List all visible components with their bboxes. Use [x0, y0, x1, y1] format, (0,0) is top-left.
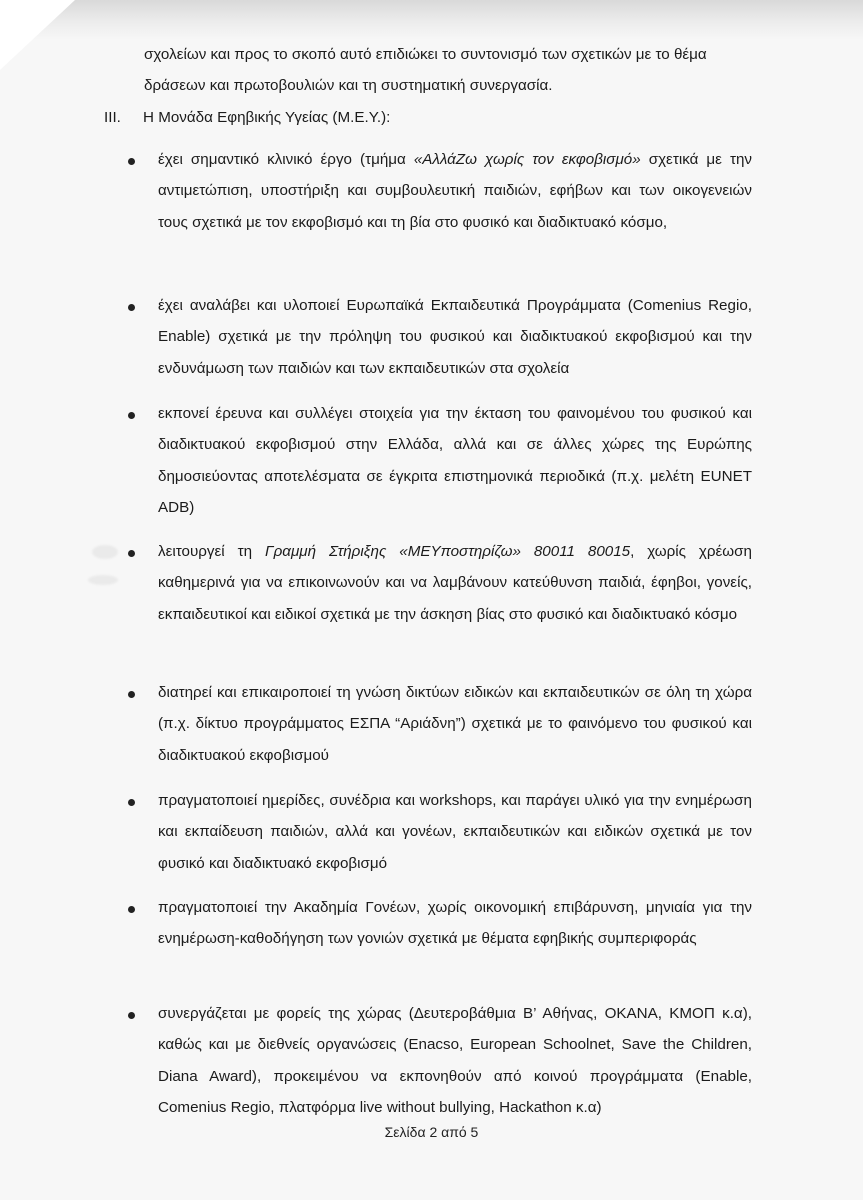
bullet-icon: [128, 1012, 135, 1019]
bullet-icon: [128, 412, 135, 419]
item-text: εκπονεί έρευνα και συλλέγει στοιχεία για την έκταση του φαινομένου του φυσικού και διαδικτυακού εκφοβισμού στην Ελλάδα, αλλά και σε άλλες χώρες της Ευρώπης δημοσιεύοντας αποτελέσματα σε έγκριτα επιστημονικά περιοδικά (π.χ. μελέτη EUNET ADB): [158, 405, 752, 517]
item-text: πραγματοποιεί την Ακαδημία Γονέων, χωρίς οικονομική επιβάρυνση, μηνιαία για την ενημέρωση-καθοδήγηση των γονιών σχετικά με θέματα εφηβικής συμπεριφοράς: [158, 899, 752, 948]
bullet-icon: [128, 550, 135, 557]
section-numeral: III.: [104, 109, 121, 126]
page-number: Σελίδα 2 από 5: [384, 1124, 479, 1140]
item-text: έχει σημαντικό κλινικό έργο (τμήμα: [158, 151, 414, 168]
item-emphasis: Γραμμή Στήριξης «ΜΕΥποστηρίζω» 80011 80015: [264, 543, 631, 560]
item-text: , χωρίς χρέωση καθημερινά για να επικοινωνούν και να λαμβάνουν κατεύθυνση παιδιά, έφηβοι, γονείς, εκπαιδευτικοί και ειδικοί σχετικά με την άσκηση βίας στο φυσικό και διαδικτυακό κόσμο: [158, 543, 752, 623]
bullet-icon: [128, 691, 135, 698]
intro-line: δράσεων και πρωτοβουλιών και τη συστηματική συνεργασία.: [144, 77, 553, 94]
bullet-icon: [128, 304, 135, 311]
intro-line: σχολείων και προς το σκοπό αυτό επιδιώκει το συντονισμό των σχετικών με το θέμα: [144, 46, 707, 63]
item-text: έχει αναλάβει και υλοποιεί Ευρωπαϊκά Εκπαιδευτικά Προγράμματα (Comenius Regio, Enable) σχετικά με την πρόληψη του φυσικού και διαδικτυακού εκφοβισμού και την ενδυνάμωση των παιδιών και των εκπαιδευτικών στα σχολεία: [158, 297, 752, 377]
item-text: συνεργάζεται με φορείς της χώρας (Δευτεροβάθμια Β’ Αθήνας, ΟΚΑΝΑ, ΚΜΟΠ κ.α), καθώς και με διεθνείς οργανώσεις (Enacso, European Schoolnet, Save the Children, Diana Award), προκειμένου να εκπονηθούν από κοινού προγράμματα (Enable, Comenius Regio, πλατφόρμα live without bullying, Hackathon κ.α): [158, 1005, 752, 1117]
section-title: Η Μονάδα Εφηβικής Υγείας (Μ.Ε.Υ.):: [143, 109, 391, 126]
bullet-icon: [128, 906, 135, 913]
item-text: διατηρεί και επικαιροποιεί τη γνώση δικτύων ειδικών και εκπαιδευτικών σε όλη τη χώρα (π.χ. δίκτυο προγράμματος ΕΣΠΑ “Αριάδνη”) σχετικά με το φαινόμενο του φυσικού και διαδικτυακού εκφοβισμού: [158, 684, 752, 764]
item-text: σχετικά με την αντιμετώπιση, υποστήριξη και συμβουλευτική παιδιών, εφήβων και των οικογενειών τους σχετικά με τον εκφοβισμό και τη βία στο φυσικό και διαδικτυακό κόσμο,: [158, 151, 753, 231]
item-text: λειτουργεί τη: [158, 543, 265, 560]
bullet-icon: [128, 799, 135, 806]
bullet-icon: [128, 158, 135, 165]
item-text: πραγματοποιεί ημερίδες, συνέδρια και workshops, και παράγει υλικό για την ενημέρωση και εκπαίδευση παιδιών, αλλά και γονέων, εκπαιδευτικών και ειδικών σχετικά με τον φυσικό και διαδικτυακό εκφοβισμό: [158, 792, 752, 872]
item-emphasis: «ΑλλάΖω χωρίς τον εκφοβισμό»: [413, 151, 641, 168]
